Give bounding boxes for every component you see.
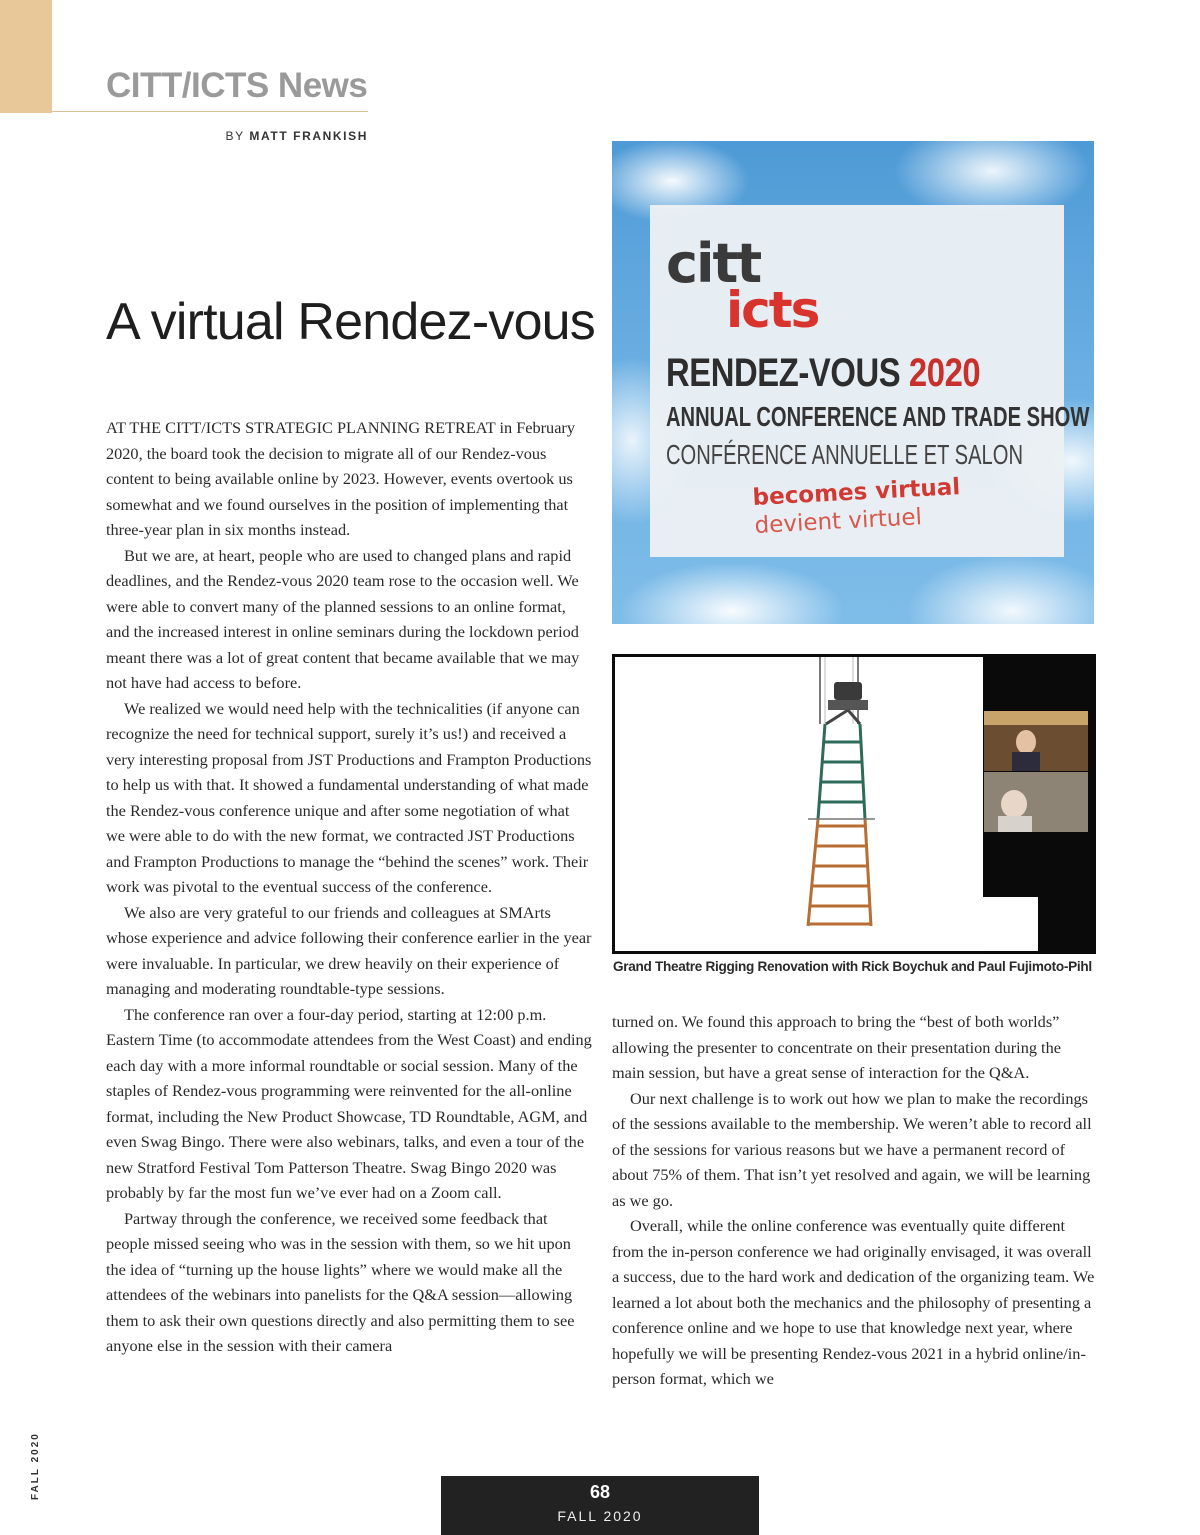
byline bbox=[106, 129, 368, 143]
photo-caption: Grand Theatre Rigging Renovation with Rick Boychuk and Paul Fujimoto-Pihl bbox=[613, 959, 1092, 974]
issue-label: FALL 2020 bbox=[557, 1508, 643, 1524]
poster-tag-fr: devient virtuel bbox=[754, 504, 923, 539]
article-title: A virtual Rendez-vous bbox=[106, 293, 596, 351]
article-column-left bbox=[106, 415, 592, 1359]
lead-caps: AT THE CITT/ICTS STRATEGIC PLANNING RETREAT bbox=[106, 418, 496, 437]
continued-paragraph: turned on. We found this approach to bring the “best of both worlds” allowing the presenter to concentrate on their presentation during the main session, but have a great sense of interaction for the Q&A. bbox=[612, 1012, 1061, 1082]
poster-subtitle-fr: CONFÉRENCE ANNUELLE ET SALON bbox=[666, 439, 1024, 470]
body-paragraph: Partway through the conference, we received some feedback that people missed seeing who was in the session with them, so we hit upon the idea of “turning up the house lights” where we would make all the attendees of the webinars into panelists for the Q&A session—allowing them to ask their own questions directly and also permitting them to see anyone else in the session with their camera bbox=[106, 1208, 575, 1355]
conference-poster-image bbox=[612, 141, 1094, 624]
body-paragraph: Our next challenge is to work out how we plan to make the recordings of the sessions available to the membership. We weren’t able to record all of the sessions for various reasons but we have a permanent record of about 75% of them. That isn’t yet resolved and again, we will be learning as we go. bbox=[612, 1088, 1092, 1210]
poster-tag-en: becomes virtual bbox=[752, 474, 961, 511]
poster-subtitle-en: ANNUAL CONFERENCE AND TRADE SHOW bbox=[666, 401, 1090, 432]
body-paragraph: But we are, at heart, people who are used to changed plans and rapid deadlines, and the Rendez-vous 2020 team rose to the occasion well. We were able to convert many of the planned sessions to an online format, and the increased interest in online seminars during the lockdown period meant there was a lot of great content that became available that we may not have had access to before. bbox=[106, 545, 580, 692]
body-paragraph: The conference ran over a four-day period, starting at 12:00 p.m. Eastern Time (to accommodate attendees from the West Coast) and ending each day with a more informal roundtable or social session. Many of the staples of Rendez-vous programming were reinvented for the all-online format, including the New Product Showcase, TD Roundtable, AGM, and even Swag Bingo. There were also webinars, talks, and even a tour of the new Stratford Festival Tom Patterson Theatre. Swag Bingo 2020 was probably by far the most fun we’ve ever had on a Zoom call. bbox=[106, 1004, 592, 1202]
body-paragraph: We also are very grateful to our friends and colleagues at SMArts whose experience and advice following their conference earlier in the year were invaluable. In particular, we drew heavily on their experience of managing and moderating roundtable-type sessions. bbox=[106, 902, 592, 998]
lead-rest: in February 2020, the board took the decision to migrate all of our Rendez-vous content to being available online by 2023. However, events overtook us somewhat and we found ourselves in the position of implementing that three-year plan in six months instead. bbox=[106, 418, 575, 539]
author-name: MATT FRANKISH bbox=[249, 129, 368, 143]
lead-paragraph bbox=[106, 415, 592, 543]
page-folio bbox=[441, 1476, 759, 1535]
body-paragraph: We realized we would need help with the technicalities (if anyone can recognize the need for technical support, surely it’s us!) and received a very interesting proposal from JST Productions and Frampton Productions to help us with that. It showed a fundamental understanding of what made the Rendez-vous conference unique and after some negotiation of what we were able to do with the new format, we contracted JST Productions and Frampton Productions to manage the “behind the scenes” work. Their work was pivotal to the eventual success of the conference. bbox=[106, 698, 592, 896]
header-rule bbox=[52, 111, 368, 112]
byline-prefix: BY bbox=[225, 129, 245, 143]
icts-logo-text: icts bbox=[726, 281, 819, 339]
page-number: 68 bbox=[589, 1482, 611, 1502]
poster-title bbox=[666, 351, 980, 395]
body-paragraph: Overall, while the online conference was eventually quite different from the in-person conference we had originally envisaged, it was overall a success, due to the hard work and dedication of the organizing team. We learned a lot about both the mechanics and the philosophy of presenting a conference online and we hope to use that knowledge next year, where hopefully we will be presenting Rendez-vous 2021 in a hybrid online/in-person format, which we bbox=[612, 1216, 1095, 1388]
poster-title-year: 2020 bbox=[908, 351, 981, 395]
poster-card bbox=[650, 205, 1090, 557]
section-header: CITT/ICTS News bbox=[106, 66, 368, 105]
citt-logo-text: citt bbox=[666, 232, 761, 295]
poster-title-main: RENDEZ-VOUS bbox=[666, 351, 909, 395]
side-issue-label: FALL 2020 bbox=[30, 1432, 41, 1500]
zoom-session-screenshot bbox=[612, 654, 1096, 954]
rigging-illustration bbox=[612, 654, 1096, 954]
article-column-right bbox=[612, 1009, 1097, 1392]
accent-bar bbox=[0, 0, 52, 113]
